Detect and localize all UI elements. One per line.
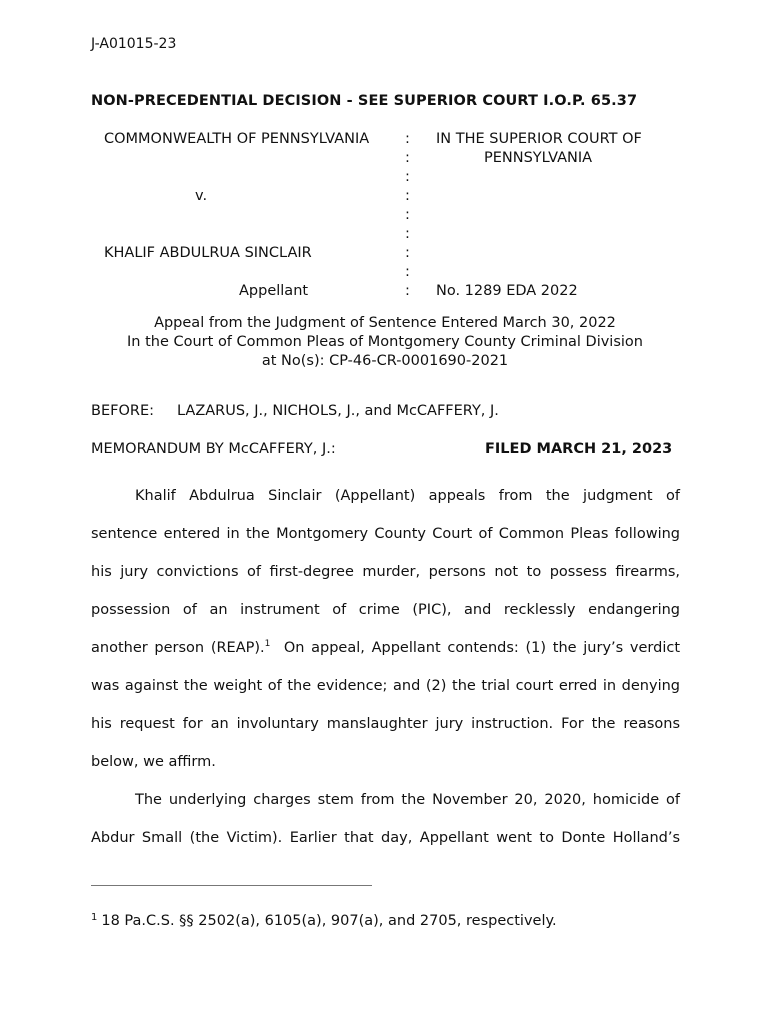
memorandum-author: MEMORANDUM BY McCAFFERY, J.: [91, 441, 336, 457]
caption-party-commonwealth: COMMONWEALTH OF PENNSYLVANIA [104, 131, 370, 147]
document-id: J-A01015-23 [91, 36, 177, 52]
caption-court-line1: IN THE SUPERIOR COURT OF [436, 131, 642, 147]
footnote [91, 912, 557, 929]
before-label: BEFORE: [91, 403, 154, 419]
caption-colon: : [405, 264, 410, 280]
footnote-text: 18 Pa.C.S. §§ 2502(a), 6105(a), 907(a), and 2705, respectively. [101, 913, 557, 929]
body-line: sentence entered in the Montgomery County Court of Common Pleas following [91, 526, 680, 542]
filed-date: FILED MARCH 21, 2023 [485, 441, 673, 457]
footnote-marker: 1 [91, 912, 98, 923]
appeal-line-3: at No(s): CP-46-CR-0001690-2021 [261, 353, 509, 369]
caption-colon: : [405, 169, 410, 185]
caption-colon: : [405, 188, 410, 204]
footnote-divider [91, 885, 372, 886]
body-line: his jury convictions of first-degree murder, persons not to possess firearms, [91, 564, 680, 580]
before-judges: LAZARUS, J., NICHOLS, J., and McCAFFERY, J. [176, 403, 499, 419]
caption-court-line2: PENNSYLVANIA [484, 150, 593, 166]
appeal-line-1: Appeal from the Judgment of Sentence Entered March 30, 2022 [154, 315, 616, 331]
caption-colon: : [405, 245, 410, 261]
caption-colon: : [405, 131, 410, 147]
body-line: possession of an instrument of crime (PIC), and recklessly endangering [91, 602, 680, 618]
caption-colon: : [405, 283, 410, 299]
caption-versus: v. [195, 188, 208, 204]
appeal-line-2: In the Court of Common Pleas of Montgomery County Criminal Division [127, 334, 643, 350]
caption-colon: : [405, 150, 410, 166]
body-line-part: On appeal, Appellant contends: (1) the jury’s verdict [283, 640, 681, 656]
body-line: Abdur Small (the Victim). Earlier that day, Appellant went to Donte Holland’s [91, 830, 680, 846]
non-precedential-heading: NON-PRECEDENTIAL DECISION - SEE SUPERIOR COURT I.O.P. 65.37 [91, 93, 638, 109]
body-line: was against the weight of the evidence; and (2) the trial court erred in denying [91, 678, 680, 694]
caption-role: Appellant [239, 283, 309, 299]
caption-colon: : [405, 207, 410, 223]
body-line: The underlying charges stem from the November 20, 2020, homicide of [135, 792, 680, 808]
memorandum-body [91, 477, 680, 857]
body-line-part: another person (REAP). [91, 640, 265, 656]
caption-colon: : [405, 226, 410, 242]
before-line [91, 403, 499, 419]
footnote-reference[interactable]: 1 [264, 639, 271, 649]
body-line: his request for an involuntary manslaughter jury instruction. For the reasons [91, 716, 680, 732]
caption-party-appellant: KHALIF ABDULRUA SINCLAIR [104, 245, 312, 261]
body-line: Khalif Abdulrua Sinclair (Appellant) appeals from the judgment of [135, 488, 680, 504]
body-line [91, 629, 680, 667]
body-line: below, we affirm. [91, 754, 216, 770]
caption-docket-number: No. 1289 EDA 2022 [436, 283, 578, 299]
